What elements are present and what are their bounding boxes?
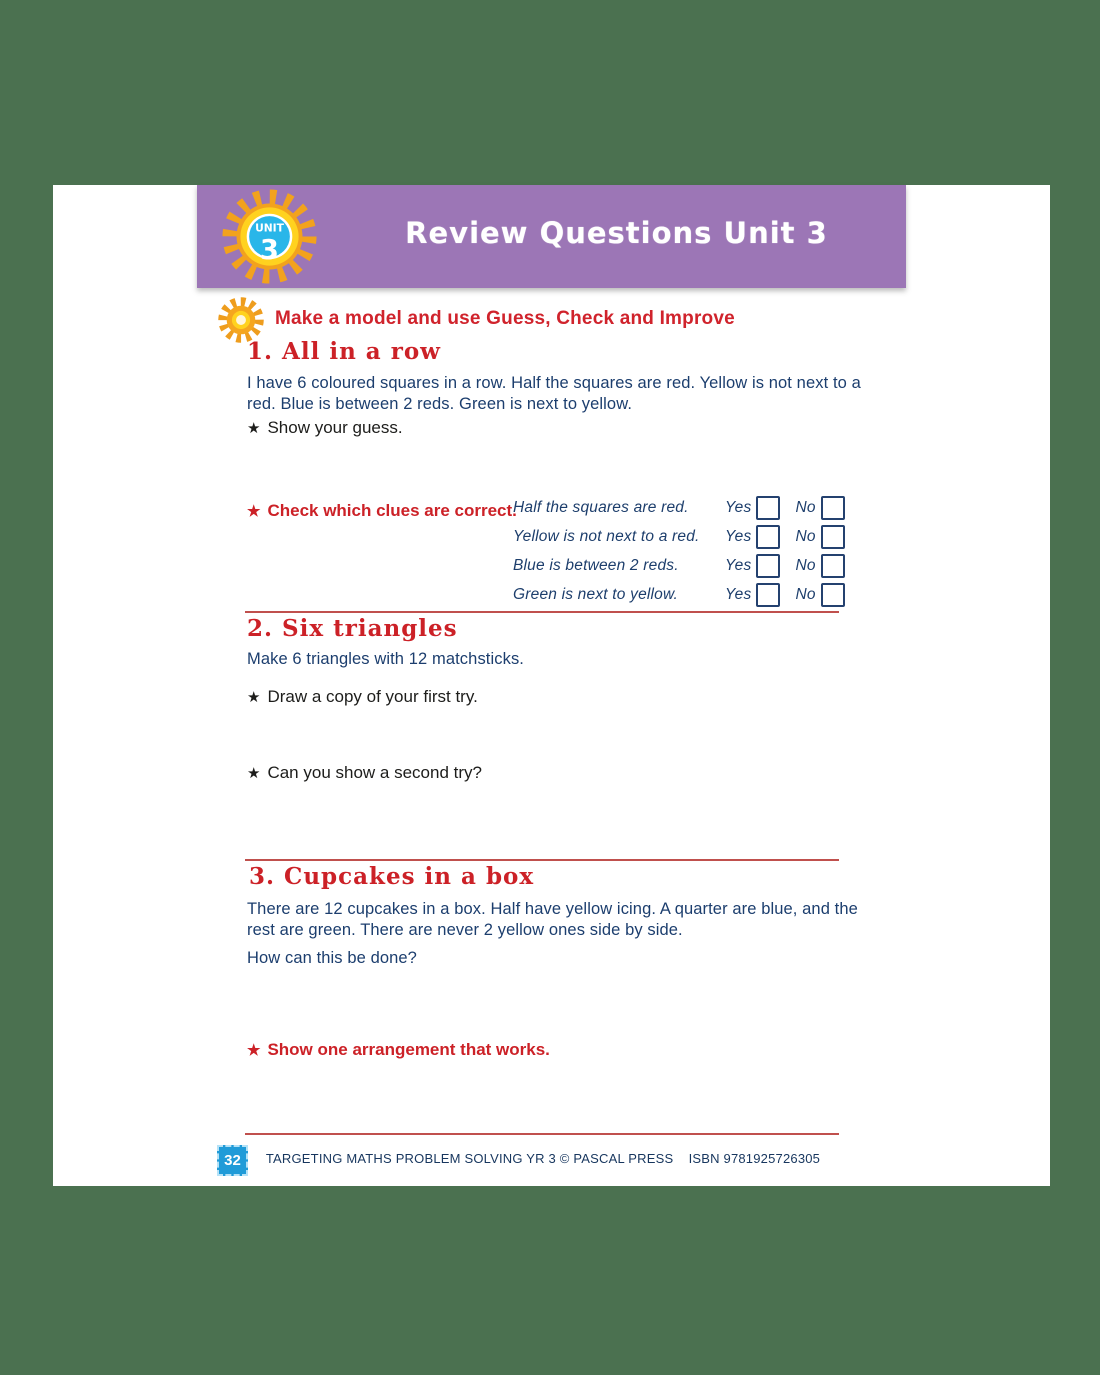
clue-2-no-label: No [795,527,816,545]
q3-title: 3. Cupcakes in a box [249,863,535,890]
clue-4-no-checkbox[interactable] [821,583,845,607]
clue-1-no-checkbox[interactable] [821,496,845,520]
clue-row-3 [513,551,843,580]
clue-check-list [513,493,843,609]
clue-2-text: Yellow is not next to a red. [513,527,700,545]
q1-body [247,373,887,415]
star-icon: ★ [247,1042,261,1059]
worksheet-page [53,185,1050,1186]
clue-4-text: Green is next to yellow. [513,585,679,603]
unit-label: UNIT [255,221,284,235]
clue-4-no-label: No [795,585,816,603]
clue-1-yes-label: Yes [725,498,752,516]
strategy-heading: Make a model and use Guess, Check and Improve [275,308,735,329]
q2-task-second [247,763,482,783]
star-icon: ★ [247,420,261,437]
page-title: Review Questions Unit 3 [405,216,828,250]
unit-number: 3 [260,234,279,266]
clue-2-yes-label: Yes [725,527,752,545]
star-icon: ★ [247,765,261,782]
clue-3-text: Blue is between 2 reds. [513,556,679,574]
q3-task-show-label: Show one arrangement that works. [267,1040,550,1059]
q2-task-second-label: Can you show a second try? [267,763,482,782]
unit-banner [197,185,906,288]
q3-body [247,899,897,941]
q3-body-line1: There are 12 cupcakes in a box. Half have yellow icing. A quarter are blue, and the [247,900,858,918]
q2-body: Make 6 triangles with 12 matchsticks. [247,650,524,668]
clue-3-no-label: No [795,556,816,574]
q1-task-check-label: Check which clues are correct. [267,501,517,520]
imprint-text: TARGETING MATHS PROBLEM SOLVING YR 3 © PASCAL PRESS ISBN 9781925726305 [265,1151,821,1166]
clue-1-no-label: No [795,498,816,516]
q2-title: 2. Six triangles [247,615,458,642]
star-icon: ★ [247,689,261,706]
page-number-badge: 32 [217,1145,248,1176]
clue-row-4 [513,580,843,609]
clue-3-yes-checkbox[interactable] [756,554,780,578]
clue-1-text: Half the squares are red. [513,498,689,516]
clue-3-no-checkbox[interactable] [821,554,845,578]
clue-2-yes-checkbox[interactable] [756,525,780,549]
clue-2-no-checkbox[interactable] [821,525,845,549]
clue-4-yes-label: Yes [725,585,752,603]
footer-divider [245,1133,839,1135]
q1-title: 1. All in a row [247,338,441,365]
clue-row-2 [513,522,843,551]
star-icon: ★ [247,503,261,520]
q3-body-line2: rest are green. There are never 2 yellow ones side by side. [247,921,683,939]
q1-body-line2: red. Blue is between 2 reds. Green is next to yellow. [247,395,633,413]
q1-task-guess-label: Show your guess. [267,418,403,437]
q1-task-check [247,501,517,521]
unit-sun-logo [221,188,318,285]
q2-task-first [247,687,478,707]
clue-4-yes-checkbox[interactable] [756,583,780,607]
q1-body-line1: I have 6 coloured squares in a row. Half the squares are red. Yellow is not next to a [247,374,861,392]
section-divider [245,859,839,861]
clue-row-1 [513,493,843,522]
clue-3-yes-label: Yes [725,556,752,574]
q2-task-first-label: Draw a copy of your first try. [267,687,478,706]
q3-question: How can this be done? [247,949,417,967]
small-sun-center [236,315,246,325]
q3-task-show [247,1040,550,1060]
section-divider [245,611,839,613]
clue-1-yes-checkbox[interactable] [756,496,780,520]
q1-task-guess [247,418,403,438]
